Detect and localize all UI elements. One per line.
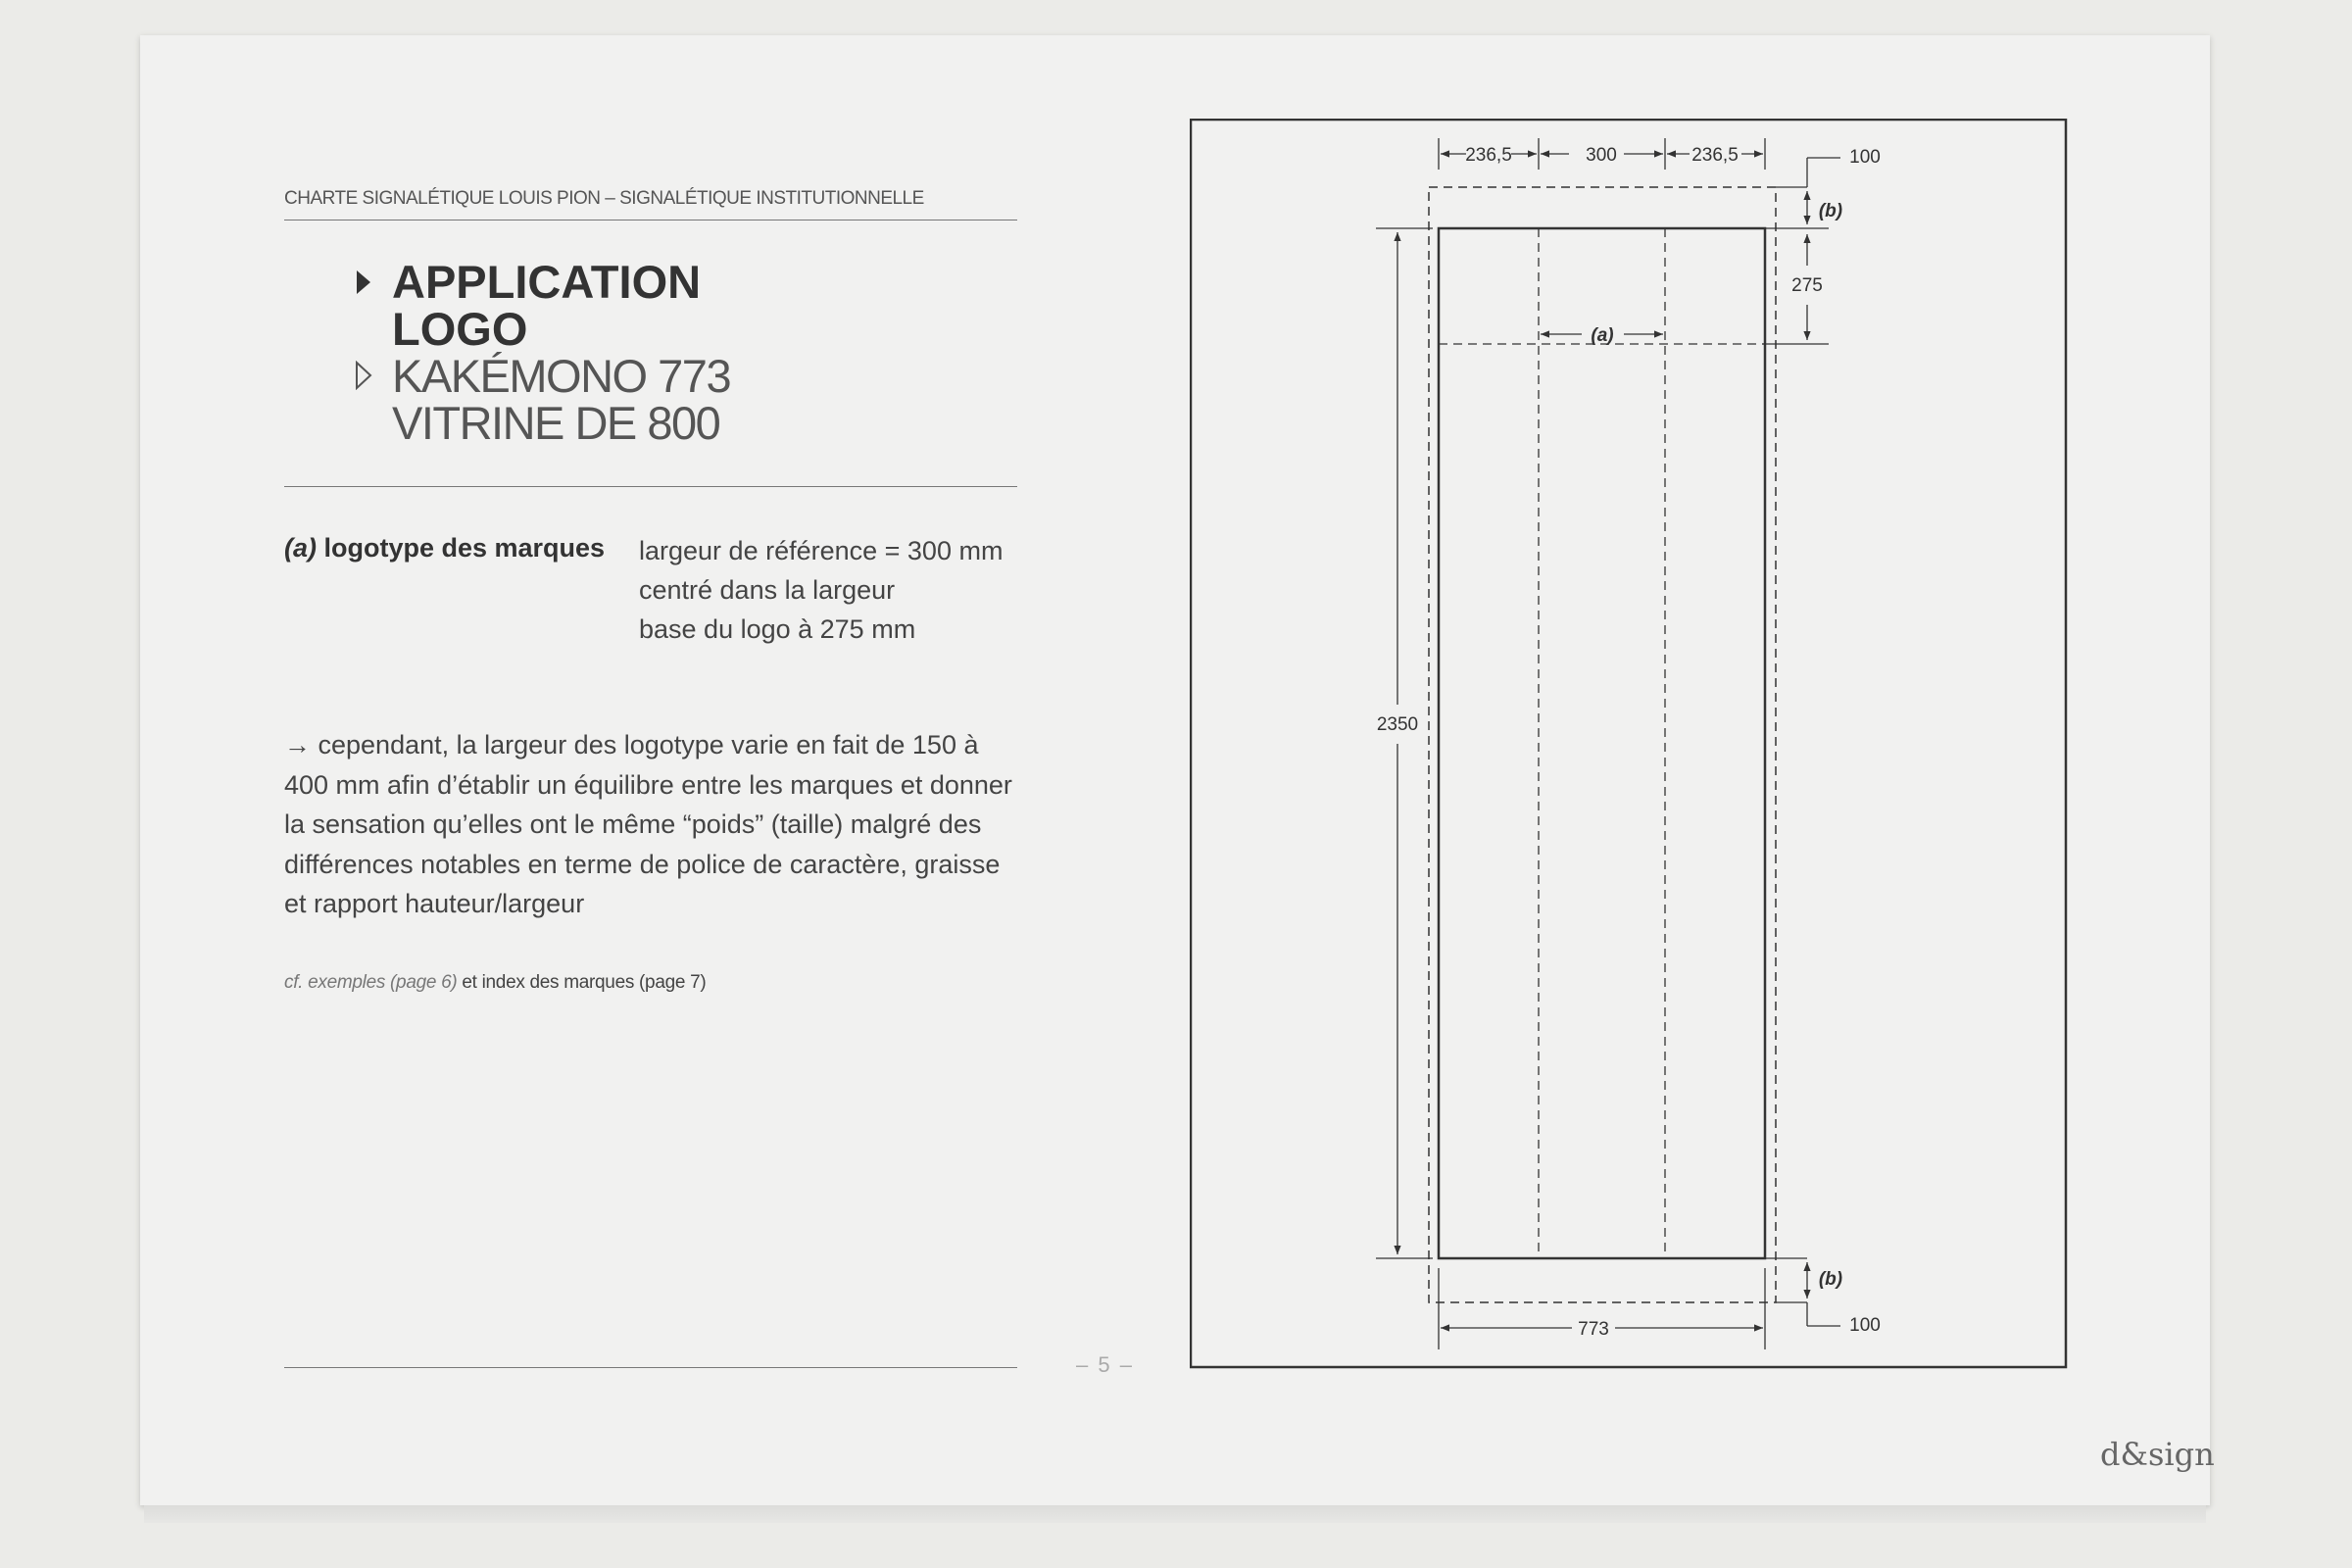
label-b-top: (b): [1818, 201, 1843, 221]
label-b-bottom: (b): [1818, 1269, 1843, 1290]
divider-top: [284, 486, 1017, 487]
spec-line: centré dans la largeur: [639, 575, 896, 605]
cross-reference: [284, 972, 706, 994]
kakemono-panel: [1439, 228, 1765, 1258]
dim-logo-base: 275: [1791, 275, 1823, 296]
dim-right: 236,5: [1691, 145, 1739, 166]
spec-label-prefix: (a): [284, 533, 317, 563]
spec-label: [284, 533, 605, 564]
spec-label-text: logotype des marques: [317, 533, 606, 563]
dim-height: 2350: [1376, 714, 1419, 735]
dim-margin-top: 100: [1849, 147, 1881, 168]
vitrine-outline: [1429, 187, 1776, 1302]
page-number: – 5 –: [1076, 1352, 1134, 1377]
note-paragraph: → cependant, la largeur des logotype varie en fait de 150 à 400 mm afin d’établir un équilibre entre les marques et donner la sensation qu’elles ont le même “poids” (taille) malgré des différences notables en terme de police de caractère, graisse et rapport hauteur/largeur: [284, 730, 1012, 918]
dim-margin-bottom: 100: [1849, 1315, 1881, 1336]
title-light-text: KAKÉMONO 773 VITRINE DE 800: [392, 350, 731, 449]
label-a: (a): [1591, 325, 1614, 346]
spec-line: largeur de référence = 300 mm: [639, 536, 1004, 565]
title-bold-text: APPLICATION LOGO: [392, 256, 702, 355]
drawing-frame: [1191, 120, 2066, 1367]
page-edge: [144, 1505, 2206, 1523]
title-secondary: [353, 350, 731, 449]
running-header: CHARTE SIGNALÉTIQUE LOUIS PION – SIGNALÉTIQUE INSTITUTIONNELLE: [284, 188, 1017, 220]
dim-width: 773: [1578, 1319, 1609, 1340]
triangle-filled-icon: [357, 270, 370, 294]
spec-line: base du logo à 275 mm: [639, 614, 916, 644]
dim-left: 236,5: [1465, 145, 1512, 166]
title-primary: [353, 256, 730, 355]
spec-lines: [639, 531, 1003, 649]
dim-center: 300: [1586, 145, 1617, 166]
brand-logo: d&sign: [2100, 1436, 2215, 1473]
title-block: [353, 256, 731, 449]
divider-bottom: [284, 1367, 1017, 1368]
cross-reference-text: et index des marques (page 7): [457, 972, 707, 993]
cross-reference-muted: cf. exemples (page 6): [284, 972, 458, 993]
technical-drawing: [1190, 119, 2068, 1369]
triangle-outline-icon: [355, 361, 372, 390]
